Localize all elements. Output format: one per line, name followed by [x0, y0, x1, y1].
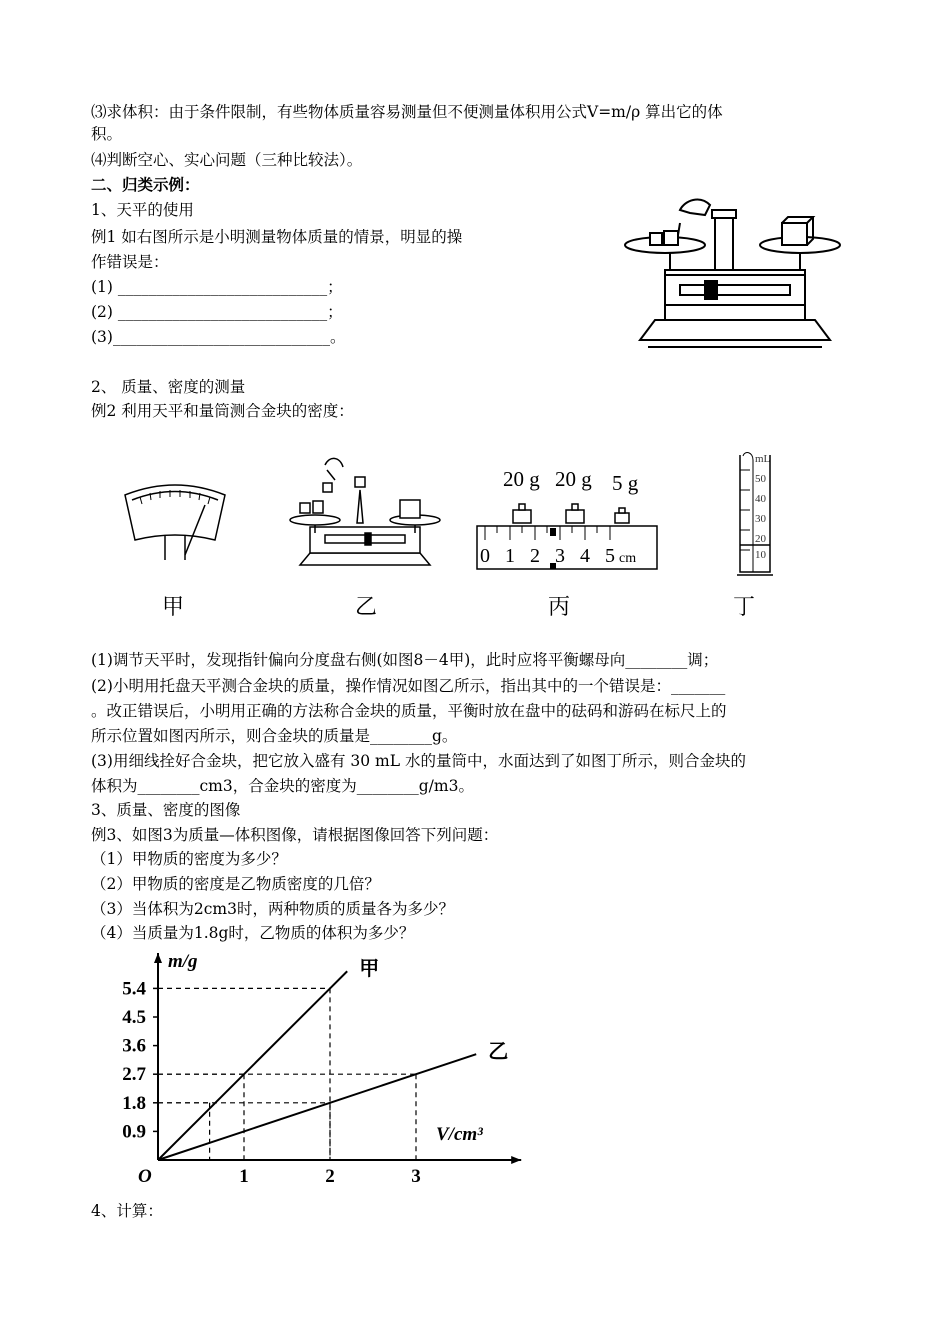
topic1-example-line1: 例1 如右图所示是小明测量物体质量的情景，明显的操	[91, 228, 463, 246]
topic1-blank3: (3)____________________________。	[91, 328, 346, 346]
cylinder-tick-10: 10	[755, 549, 766, 561]
x-axis-arrow	[511, 1156, 521, 1164]
topic4-heading: 4、计算：	[91, 1202, 163, 1220]
topic2-q2-line2: 。改正错误后，小明用正确的方法称合金块的质量，平衡时放在盘中的砝码和游码在标尺上的	[91, 702, 727, 720]
topic3-heading: 3、质量、密度的图像	[91, 801, 241, 819]
series-line-0	[158, 971, 347, 1160]
y-tick-label-1: 1.8	[122, 1092, 146, 1114]
cylinder-diagram	[725, 450, 785, 580]
topic2-q1: (1)调节天平时，发现指针偏向分度盘右侧(如图8－4甲)，此时应将平衡螺母向________调；	[91, 651, 719, 669]
cylinder-unit: mL	[755, 453, 771, 465]
x-tick-label-1: 2	[325, 1166, 335, 1185]
series-line-1	[158, 1054, 476, 1160]
x-axis-label: V/cm³	[436, 1124, 483, 1145]
intro-item3-line2: 积。	[91, 125, 123, 143]
topic2-example: 例2 利用天平和量筒测合金块的密度：	[91, 402, 354, 420]
topic1-blank1: (1) ___________________________；	[91, 278, 343, 296]
topic1-example-line2: 作错误是：	[91, 253, 169, 271]
y-tick-label-2: 2.7	[122, 1064, 146, 1086]
y-tick-label-5: 5.4	[122, 978, 146, 1000]
topic3-example: 例3、如图3为质量—体积图像，请根据图像回答下列问题：	[91, 826, 499, 844]
caption-jia: 甲	[162, 595, 185, 620]
ruler-tick-2: 2	[530, 545, 540, 567]
cylinder-tick-30: 30	[755, 513, 766, 525]
y-tick-label-4: 4.5	[122, 1007, 146, 1028]
ruler-unit: cm	[619, 551, 637, 566]
cylinder-tick-40: 40	[755, 493, 766, 505]
caption-bing: 丙	[548, 595, 571, 620]
weights-ruler-diagram	[470, 460, 670, 575]
caption-yi: 乙	[355, 595, 378, 620]
ruler-tick-4: 4	[580, 545, 590, 567]
topic2-q2-line3: 所示位置如图丙所示，则合金块的质量是________g。	[91, 727, 458, 745]
weight-label-1: 20 g	[503, 467, 540, 491]
ruler-tick-0: 0	[480, 545, 490, 567]
topic3-question-3: （3）当体积为2cm3时，两种物质的质量各为多少？	[91, 900, 454, 918]
y-tick-label-3: 3.6	[122, 1035, 146, 1057]
topic3-question-2: （2）甲物质的密度是乙物质密度的几倍？	[91, 875, 380, 893]
balance-diagram	[285, 455, 445, 570]
topic2-q3-line2: 体积为________cm3，合金块的密度为________g/m3。	[91, 777, 474, 795]
topic1-heading: 1、天平的使用	[91, 201, 194, 219]
topic3-question-1: （1）甲物质的密度为多少？	[91, 850, 287, 868]
section2-heading: 二、归类示例：	[91, 175, 200, 194]
x-tick-label-0: 1	[239, 1166, 249, 1185]
topic2-q2-line1: (2)小明用托盘天平测合金块的质量，操作情况如图乙所示，指出其中的一个错误是：_______	[91, 677, 726, 695]
intro-item3-line1: ⑶求体积：由于条件限制，有些物体质量容易测量但不便测量体积用公式V=m/ρ 算出它的体	[91, 103, 723, 121]
mass-volume-chart	[90, 945, 550, 1185]
topic1-blank2: (2) ___________________________；	[91, 303, 343, 321]
intro-item4: ⑷判断空心、实心问题（三种比较法）。	[91, 151, 363, 169]
dial-diagram	[120, 480, 230, 560]
weight-label-3: 5 g	[612, 471, 639, 495]
y-axis-arrow	[154, 953, 162, 963]
caption-ding: 丁	[733, 595, 756, 620]
topic2-heading: 2、 质量、密度的测量	[91, 378, 246, 396]
cylinder-tick-50: 50	[755, 473, 766, 485]
weight-label-2: 20 g	[555, 467, 592, 491]
y-tick-label-0: 0.9	[122, 1121, 146, 1143]
ruler-tick-3: 3	[555, 545, 565, 567]
origin-label: O	[138, 1166, 152, 1185]
topic3-question-4: （4）当质量为1.8g时，乙物质的体积为多少？	[91, 924, 415, 942]
x-tick-label-2: 3	[411, 1166, 421, 1185]
balance-illustration	[620, 195, 850, 355]
topic2-q3-line1: (3)用细线拴好合金块，把它放入盛有 30 mL 水的量筒中，水面达到了如图丁所示，则合金块的	[91, 752, 746, 770]
y-axis-label: m/g	[168, 951, 198, 972]
ruler-tick-5: 5	[605, 545, 615, 567]
series-label-1: 乙	[488, 1041, 509, 1064]
ruler-tick-1: 1	[505, 545, 515, 567]
series-label-0: 甲	[359, 958, 380, 981]
cylinder-tick-20: 20	[755, 533, 766, 545]
